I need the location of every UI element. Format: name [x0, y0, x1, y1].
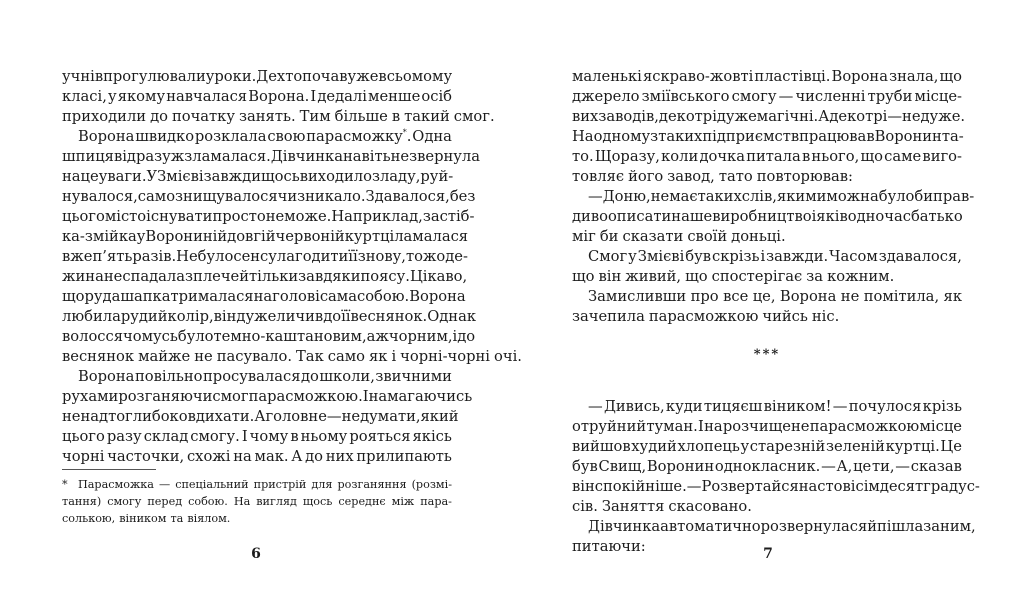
- text-line: сів. Заняття скасовано.: [572, 498, 752, 515]
- text-line: чорні часточки, схожі на мак. А до них прилипають: [62, 448, 452, 465]
- text-line: класі, у якому навчалася Ворона. І дедалі менше осіб: [62, 88, 452, 105]
- text-line: що він живий, що спостерігає за кожним.: [572, 268, 895, 285]
- footnote-divider: [62, 469, 156, 470]
- text-line: не надто глибоко вдихати. А головне — не думати, який: [62, 408, 459, 425]
- text-line: учнів прогулювали уроки. Дехто почав уже в сьомому: [62, 68, 453, 85]
- text-line: міг би сказати своїй доньці.: [572, 228, 786, 245]
- text-line: — Дивись, куди тицяєш віником! — почулося крізь: [588, 398, 962, 415]
- page-number-left: 6: [251, 546, 261, 562]
- text-line: Смог у Змієві був скрізь і завжди. Часом здавалося,: [588, 248, 962, 265]
- text-line: Ворона повільно просувалася до школи, звичними: [78, 368, 452, 385]
- text-line: цього місто існувати просто не може. Наприклад, застіб-: [62, 208, 475, 225]
- right-page-text: [572, 67, 980, 557]
- text-line: питаючи:: [572, 538, 646, 555]
- text-line: товляє його завод, тато повторював:: [572, 168, 853, 185]
- right-text-top: [572, 67, 975, 327]
- text-line: ка-змійка у Ворониній довгій червоній куртці ламалася: [62, 228, 469, 245]
- text-line: Ворона швидко розклала свою парасмoжку*. Одна: [78, 128, 452, 145]
- footnote-line: солькою, віником та віялом.: [62, 512, 231, 525]
- text-line: цього разу склад смогу. І чому в ньому рояться якісь: [62, 428, 452, 445]
- text-line: то. Щоразу, коли дочка питала в нього, що саме виго-: [572, 148, 962, 165]
- text-line: веснянок майже не пасувало. Так само як і чорні-чорні очі.: [62, 348, 522, 365]
- text-line: — Доню, немає таких слів, якими можна було би прав-: [588, 188, 975, 205]
- text-line: він спокійніше. — Розвертайся на сто вісімдесят градус-: [572, 478, 980, 495]
- text-line: вих заводів, декотрі дуже магічні. А декотрі — не дуже.: [572, 108, 966, 125]
- text-line: Замисливши про все це, Ворона не помітила, як: [588, 288, 962, 305]
- text-line: рухами розганяючи смог парасможкою. І намагаючись: [62, 388, 473, 405]
- text-line: жина не спадала з плечей тільки завдяки поясу. Цікаво,: [62, 268, 468, 285]
- text-line: на це уваги. У Змієві завжди щось виходило з ладу, руй-: [62, 168, 454, 185]
- text-line: що руда шапка трималася на голові сама собою. Ворона: [62, 288, 466, 305]
- right-page: [512, 0, 1024, 603]
- text-line: На одному з таких підприємств працював Воронин та-: [572, 128, 964, 145]
- text-line: приходили до початку занять. Тим більше в такий смог.: [62, 108, 495, 125]
- text-line: маленькі яскраво-жовті пластівці. Ворона знала, що: [572, 68, 962, 85]
- text-line: Дівчинка автоматично розвернулася й пішла за ним,: [588, 518, 976, 535]
- text-line: шпиця відразу ж зламалася. Дівчинка навіть не звернула: [62, 148, 480, 165]
- footnote-line: * Парасможка — спеціальний пристрій для розганяння (розмі-: [62, 478, 452, 491]
- text-line: любила рудий колір, він дуже личив до її веснянок. Однак: [62, 308, 477, 325]
- footnote: [62, 476, 452, 527]
- footnote-reference[interactable]: *: [402, 128, 407, 137]
- text-line: диво описати наше виробництво і які водночас батько: [572, 208, 963, 225]
- text-line: вже п’ять разів. Не було сенсу лагодити її знову, тож оде-: [62, 248, 468, 265]
- page-number-right: 7: [763, 546, 773, 562]
- text-line: був Свищ, Воронин однокласник. — А, це ти, — сказав: [572, 458, 962, 475]
- text-line: волосся чомусь було темно-каштановим, аж чорним, і до: [62, 328, 476, 345]
- footnote-line: тання) смогу перед собою. На вигляд щось середнє між пара-: [62, 495, 452, 508]
- text-line: нувалося, самознищувалося чи зникало. Здавалося, без: [62, 188, 476, 205]
- text-line: джерело зміївського смогу — численні труби місце-: [572, 88, 962, 105]
- section-separator: ***: [753, 347, 781, 362]
- text-line: зачепила парасможкою чийсь ніс.: [572, 308, 840, 325]
- text-line: вийшов худий хлопець у старезній зеленій куртці. Це: [572, 438, 962, 455]
- right-text-bottom: [572, 397, 980, 557]
- text-line: отруйний туман. І на розчищене парасможкою місце: [572, 418, 962, 435]
- footnote-marker: *: [62, 478, 68, 491]
- left-page-text: [62, 67, 522, 467]
